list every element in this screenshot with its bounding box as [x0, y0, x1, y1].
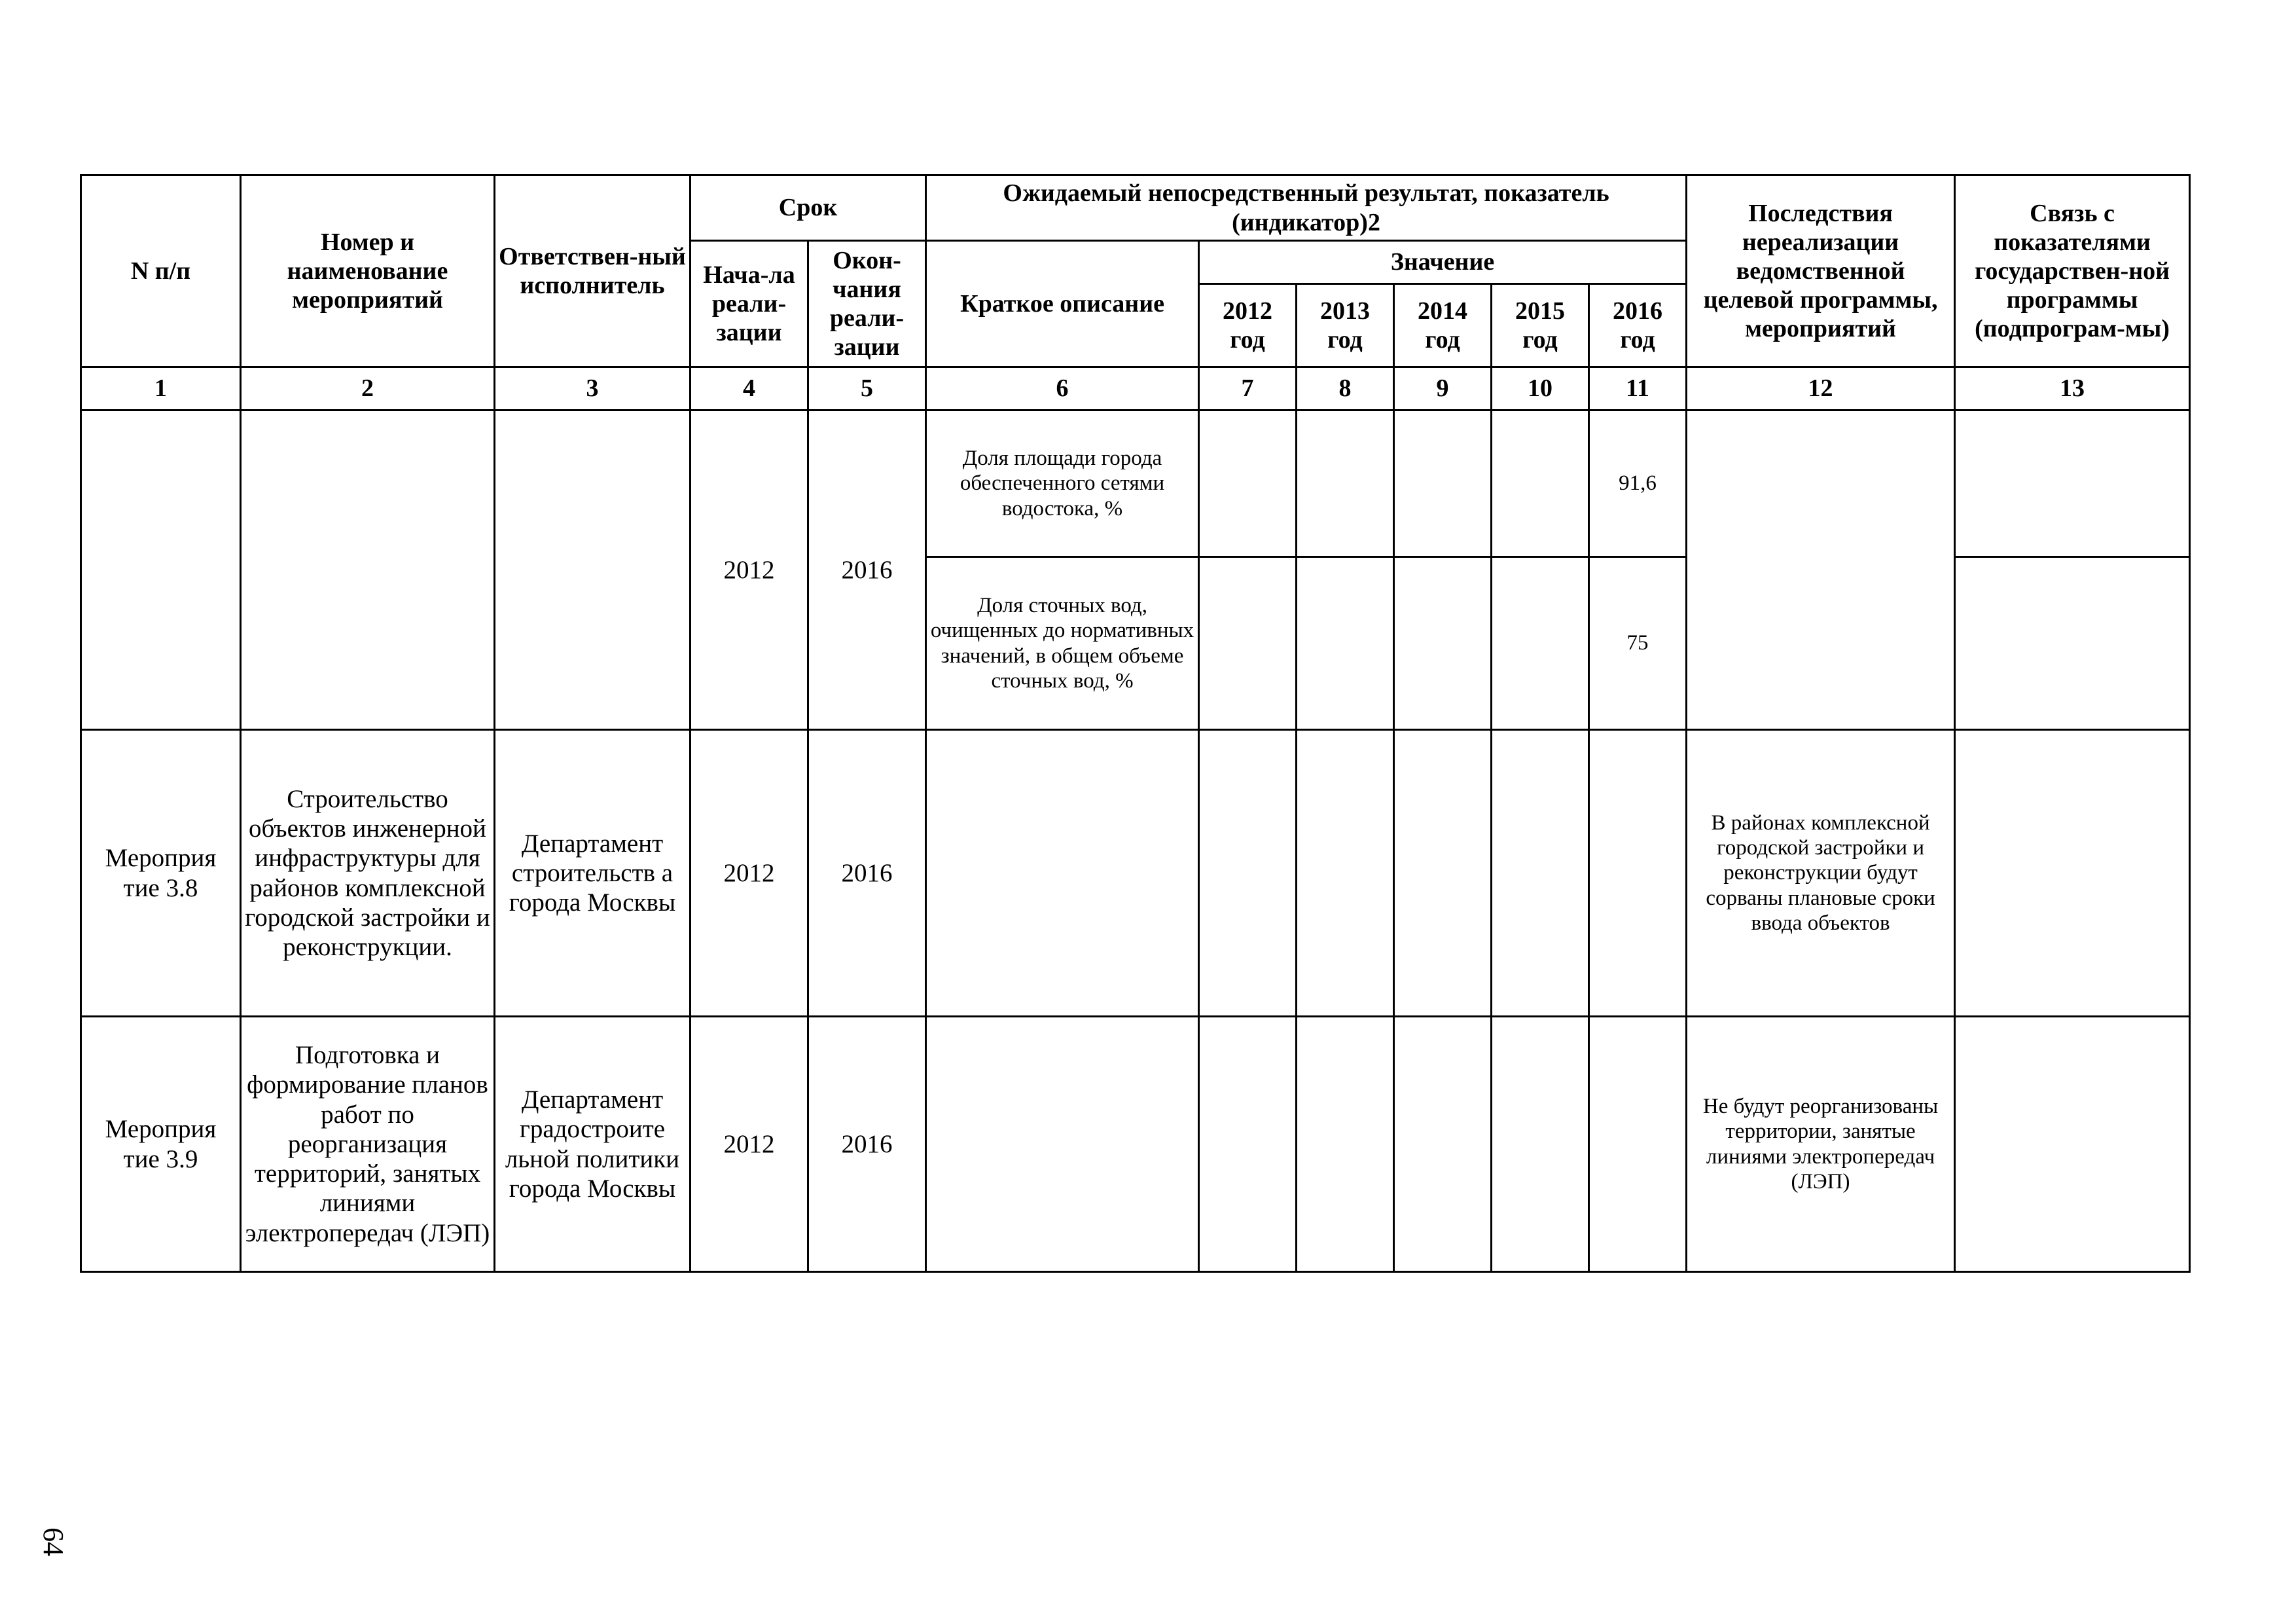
header-brief: Краткое описание [926, 241, 1199, 367]
measure-2013 [1297, 1017, 1394, 1272]
header-year-2012: 2012 год [1199, 284, 1297, 367]
indicator-2012 [1199, 557, 1297, 730]
row-a-start: 2012 [691, 410, 808, 730]
indicator-2013 [1297, 410, 1394, 557]
measure-end: 2016 [808, 730, 926, 1017]
header-num: N п/п [81, 175, 241, 367]
measure-2016 [1589, 1017, 1687, 1272]
measure-name: Строительство объектов инженерной инфраструктуры для районов комплексной городской застройки и реконструкции. [241, 730, 495, 1017]
row-a-link [1955, 557, 2190, 730]
measure-link [1955, 1017, 2190, 1272]
col-number: 3 [495, 367, 691, 410]
col-number: 6 [926, 367, 1199, 410]
measure-2012 [1199, 730, 1297, 1017]
measure-responsible: Департамент строительств а города Москвы [495, 730, 691, 1017]
indicator-2013 [1297, 557, 1394, 730]
indicator-2012 [1199, 410, 1297, 557]
col-number: 12 [1687, 367, 1955, 410]
measure-number: Мероприя тие 3.8 [81, 730, 241, 1017]
program-table [80, 174, 2191, 1273]
col-number: 9 [1394, 367, 1492, 410]
header-consequences: Последствия нереализации ведомственной целевой программы, мероприятий [1687, 175, 1955, 367]
header-year-2013: 2013 год [1297, 284, 1394, 367]
measure-responsible: Департамент градостроите льной политики города Москвы [495, 1017, 691, 1272]
measure-2012 [1199, 1017, 1297, 1272]
header-end: Окон-чания реали-зации [808, 241, 926, 367]
header-year-2016: 2016 год [1589, 284, 1687, 367]
row-a-end: 2016 [808, 410, 926, 730]
header-value: Значение [1199, 241, 1687, 284]
col-number: 2 [241, 367, 495, 410]
measure-link [1955, 730, 2190, 1017]
indicator-description: Доля площади города обеспеченного сетями водостока, % [926, 410, 1199, 557]
measure-2015 [1492, 730, 1589, 1017]
col-number: 10 [1492, 367, 1589, 410]
indicator-2016: 75 [1589, 557, 1687, 730]
row-a-responsible [495, 410, 691, 730]
row-a-name [241, 410, 495, 730]
col-number: 13 [1955, 367, 2190, 410]
header-responsible: Ответствен-ный исполнитель [495, 175, 691, 367]
measure-end: 2016 [808, 1017, 926, 1272]
page-number: 64 [37, 1527, 70, 1556]
measure-consequences: В районах комплексной городской застройки и реконструкции будут сорваны плановые сроки ввода объектов [1687, 730, 1955, 1017]
indicator-2014 [1394, 557, 1492, 730]
header-result: Ожидаемый непосредственный результат, показатель (индикатор)2 [926, 175, 1687, 241]
col-number: 1 [81, 367, 241, 410]
col-number: 8 [1297, 367, 1394, 410]
indicator-2015 [1492, 410, 1589, 557]
indicator-2016: 91,6 [1589, 410, 1687, 557]
header-year-2014: 2014 год [1394, 284, 1492, 367]
indicator-description: Доля сточных вод, очищенных до нормативных значений, в общем объеме сточных вод, % [926, 557, 1199, 730]
header-name: Номер и наименование мероприятий [241, 175, 495, 367]
col-number: 5 [808, 367, 926, 410]
measure-brief [926, 1017, 1199, 1272]
measure-start: 2012 [691, 1017, 808, 1272]
row-a-num [81, 410, 241, 730]
measure-2015 [1492, 1017, 1589, 1272]
measure-2014 [1394, 730, 1492, 1017]
measure-2016 [1589, 730, 1687, 1017]
col-number: 11 [1589, 367, 1687, 410]
header-start: Нача-ла реали-зации [691, 241, 808, 367]
indicator-2015 [1492, 557, 1589, 730]
measure-number: Мероприя тие 3.9 [81, 1017, 241, 1272]
measure-consequences: Не будут реорганизованы территории, занятые линиями электропередач (ЛЭП) [1687, 1017, 1955, 1272]
row-a-consequences [1687, 410, 1955, 730]
indicator-2014 [1394, 410, 1492, 557]
measure-2013 [1297, 730, 1394, 1017]
header-year-2015: 2015 год [1492, 284, 1589, 367]
col-number: 7 [1199, 367, 1297, 410]
measure-name: Подготовка и формирование планов работ по реорганизация территорий, занятых линиями электропередач (ЛЭП) [241, 1017, 495, 1272]
measure-brief [926, 730, 1199, 1017]
measure-start: 2012 [691, 730, 808, 1017]
header-link: Связь с показателями государствен-ной программы (подпрограм-мы) [1955, 175, 2190, 367]
measure-2014 [1394, 1017, 1492, 1272]
col-number: 4 [691, 367, 808, 410]
row-a-link [1955, 410, 2190, 557]
header-term: Срок [691, 175, 926, 241]
